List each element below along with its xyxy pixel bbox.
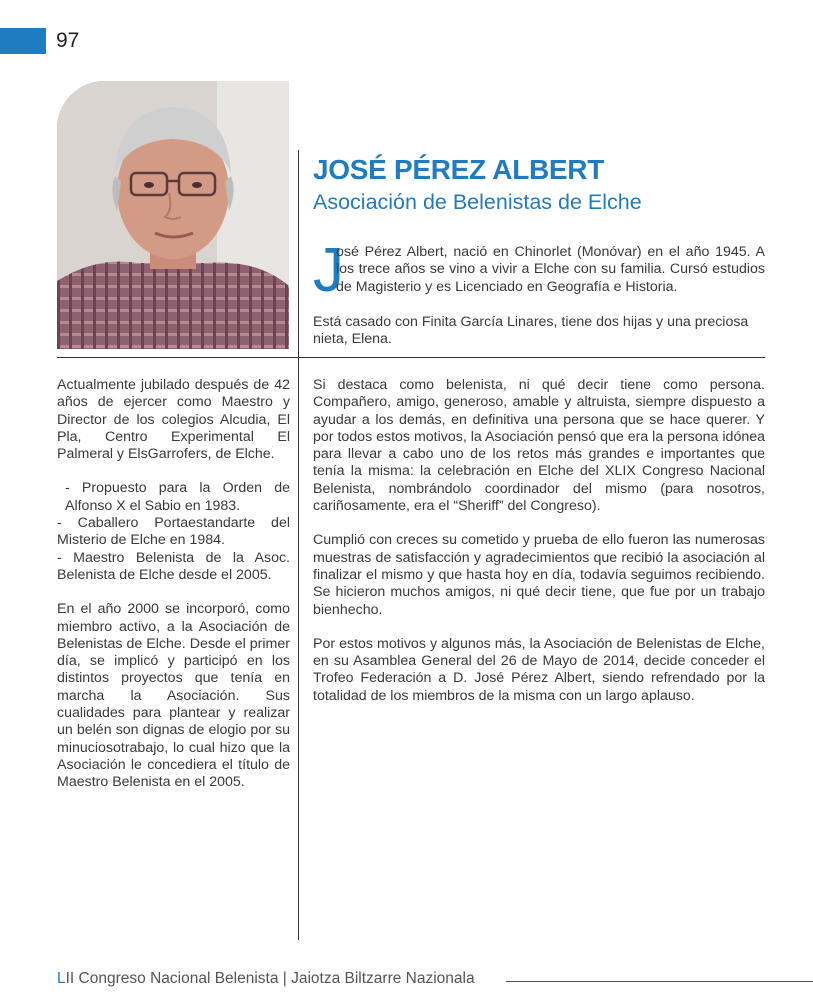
honor-item-3: - Maestro Belenista de la Asoc. Belenista de Elche desde el 2005.: [57, 549, 290, 583]
footer-roman-ii: II: [65, 970, 75, 987]
horizontal-divider: [57, 357, 765, 358]
portrait-photo: [57, 81, 289, 349]
page-number: 97: [56, 29, 80, 52]
footer: [57, 970, 475, 988]
intro-dropcap: J: [313, 236, 344, 305]
left-column: [57, 377, 290, 792]
vertical-divider-bottom: [298, 358, 299, 940]
accomplishment-paragraph: Cumplió con creces su cometido y prueba de ello fueron las numerosas muestras de satisfacción y agradecimientos que recibió la asociación al finalizar el mismo y que hasta hoy en día, todavía seguimos recibiendo. Se hicieron muchos amigos, ni qué decir tiene, que fue por un trabajo bienhecho.: [313, 532, 765, 618]
award-paragraph: Por estos motivos y algunos más, la Asociación de Belenistas de Elche, en su Asamblea General del 26 de Mayo de 2014, decide conceder el Trofeo Federación a D. José Pérez Albert, siendo refrendado por la totalidad de los miembros de la misma con un largo aplauso.: [313, 635, 765, 704]
intro-paragraph: osé Pérez Albert, nació en Chinorlet (Monóvar) en el año 1945. A los trece años se vino a vivir a Elche con su familia. Cursó estudios de Magisterio y es Licenciado en Geografía e Historia.: [336, 244, 765, 295]
right-column: [313, 377, 765, 722]
footer-rule: [506, 981, 813, 982]
footer-roman-l: L: [57, 970, 66, 987]
association-paragraph: En el año 2000 se incorporó, como miembro activo, a la Asociación de Belenistas de Elche. Desde el primer día, se implicó y participó en los distintos proyectos que tenía en marcha la Asociación. Sus cualidades para plantear y realizar un belén son dignas de elogio por su minuciosotrabajo, lo cual hizo que la Asociación le concediera el título de Maestro Belenista en el 2005.: [57, 601, 290, 791]
person-name: JOSÉ PÉREZ ALBERT: [313, 154, 605, 185]
honor-item-1: - Propuesto para la Orden de Alfonso X el Sabio en 1983.: [65, 480, 290, 514]
belenista-paragraph: Si destaca como belenista, ni qué decir tiene como persona. Compañero, amigo, generoso, amable y altruista, siempre dispuesto a ayudar a los demás, en definitiva una persona que se hace querer. Y por todos estos motivos, la Asociación pensó que era la persona idónea para llevar a cabo uno de los retos más grandes e importantes que tenía la misma: la celebración en Elche del XLIX Congreso Nacional Belenista, nombrándolo coordinador del mismo (para nosotros, cariñosamente, era el “Sheriff” del Congreso).: [313, 377, 765, 515]
family-paragraph: Está casado con Finita García Linares, tiene dos hijas y una preciosa nieta, Elena.: [313, 314, 749, 348]
organization-subtitle: Asociación de Belenistas de Elche: [313, 190, 642, 214]
vertical-divider-top: [298, 150, 299, 358]
career-paragraph: Actualmente jubilado después de 42 años de ejercer como Maestro y Director de los colegios Alcudia, El Pla, Centro Experimental El Palmeral y ElsGarrofers, de Elche.: [57, 377, 290, 463]
page-number-bar: [0, 28, 46, 54]
footer-text: Congreso Nacional Belenista | Jaiotza Biltzarre Nazionala: [74, 970, 475, 987]
honor-item-2: - Caballero Portaestandarte del Misterio de Elche en 1984.: [57, 515, 290, 549]
